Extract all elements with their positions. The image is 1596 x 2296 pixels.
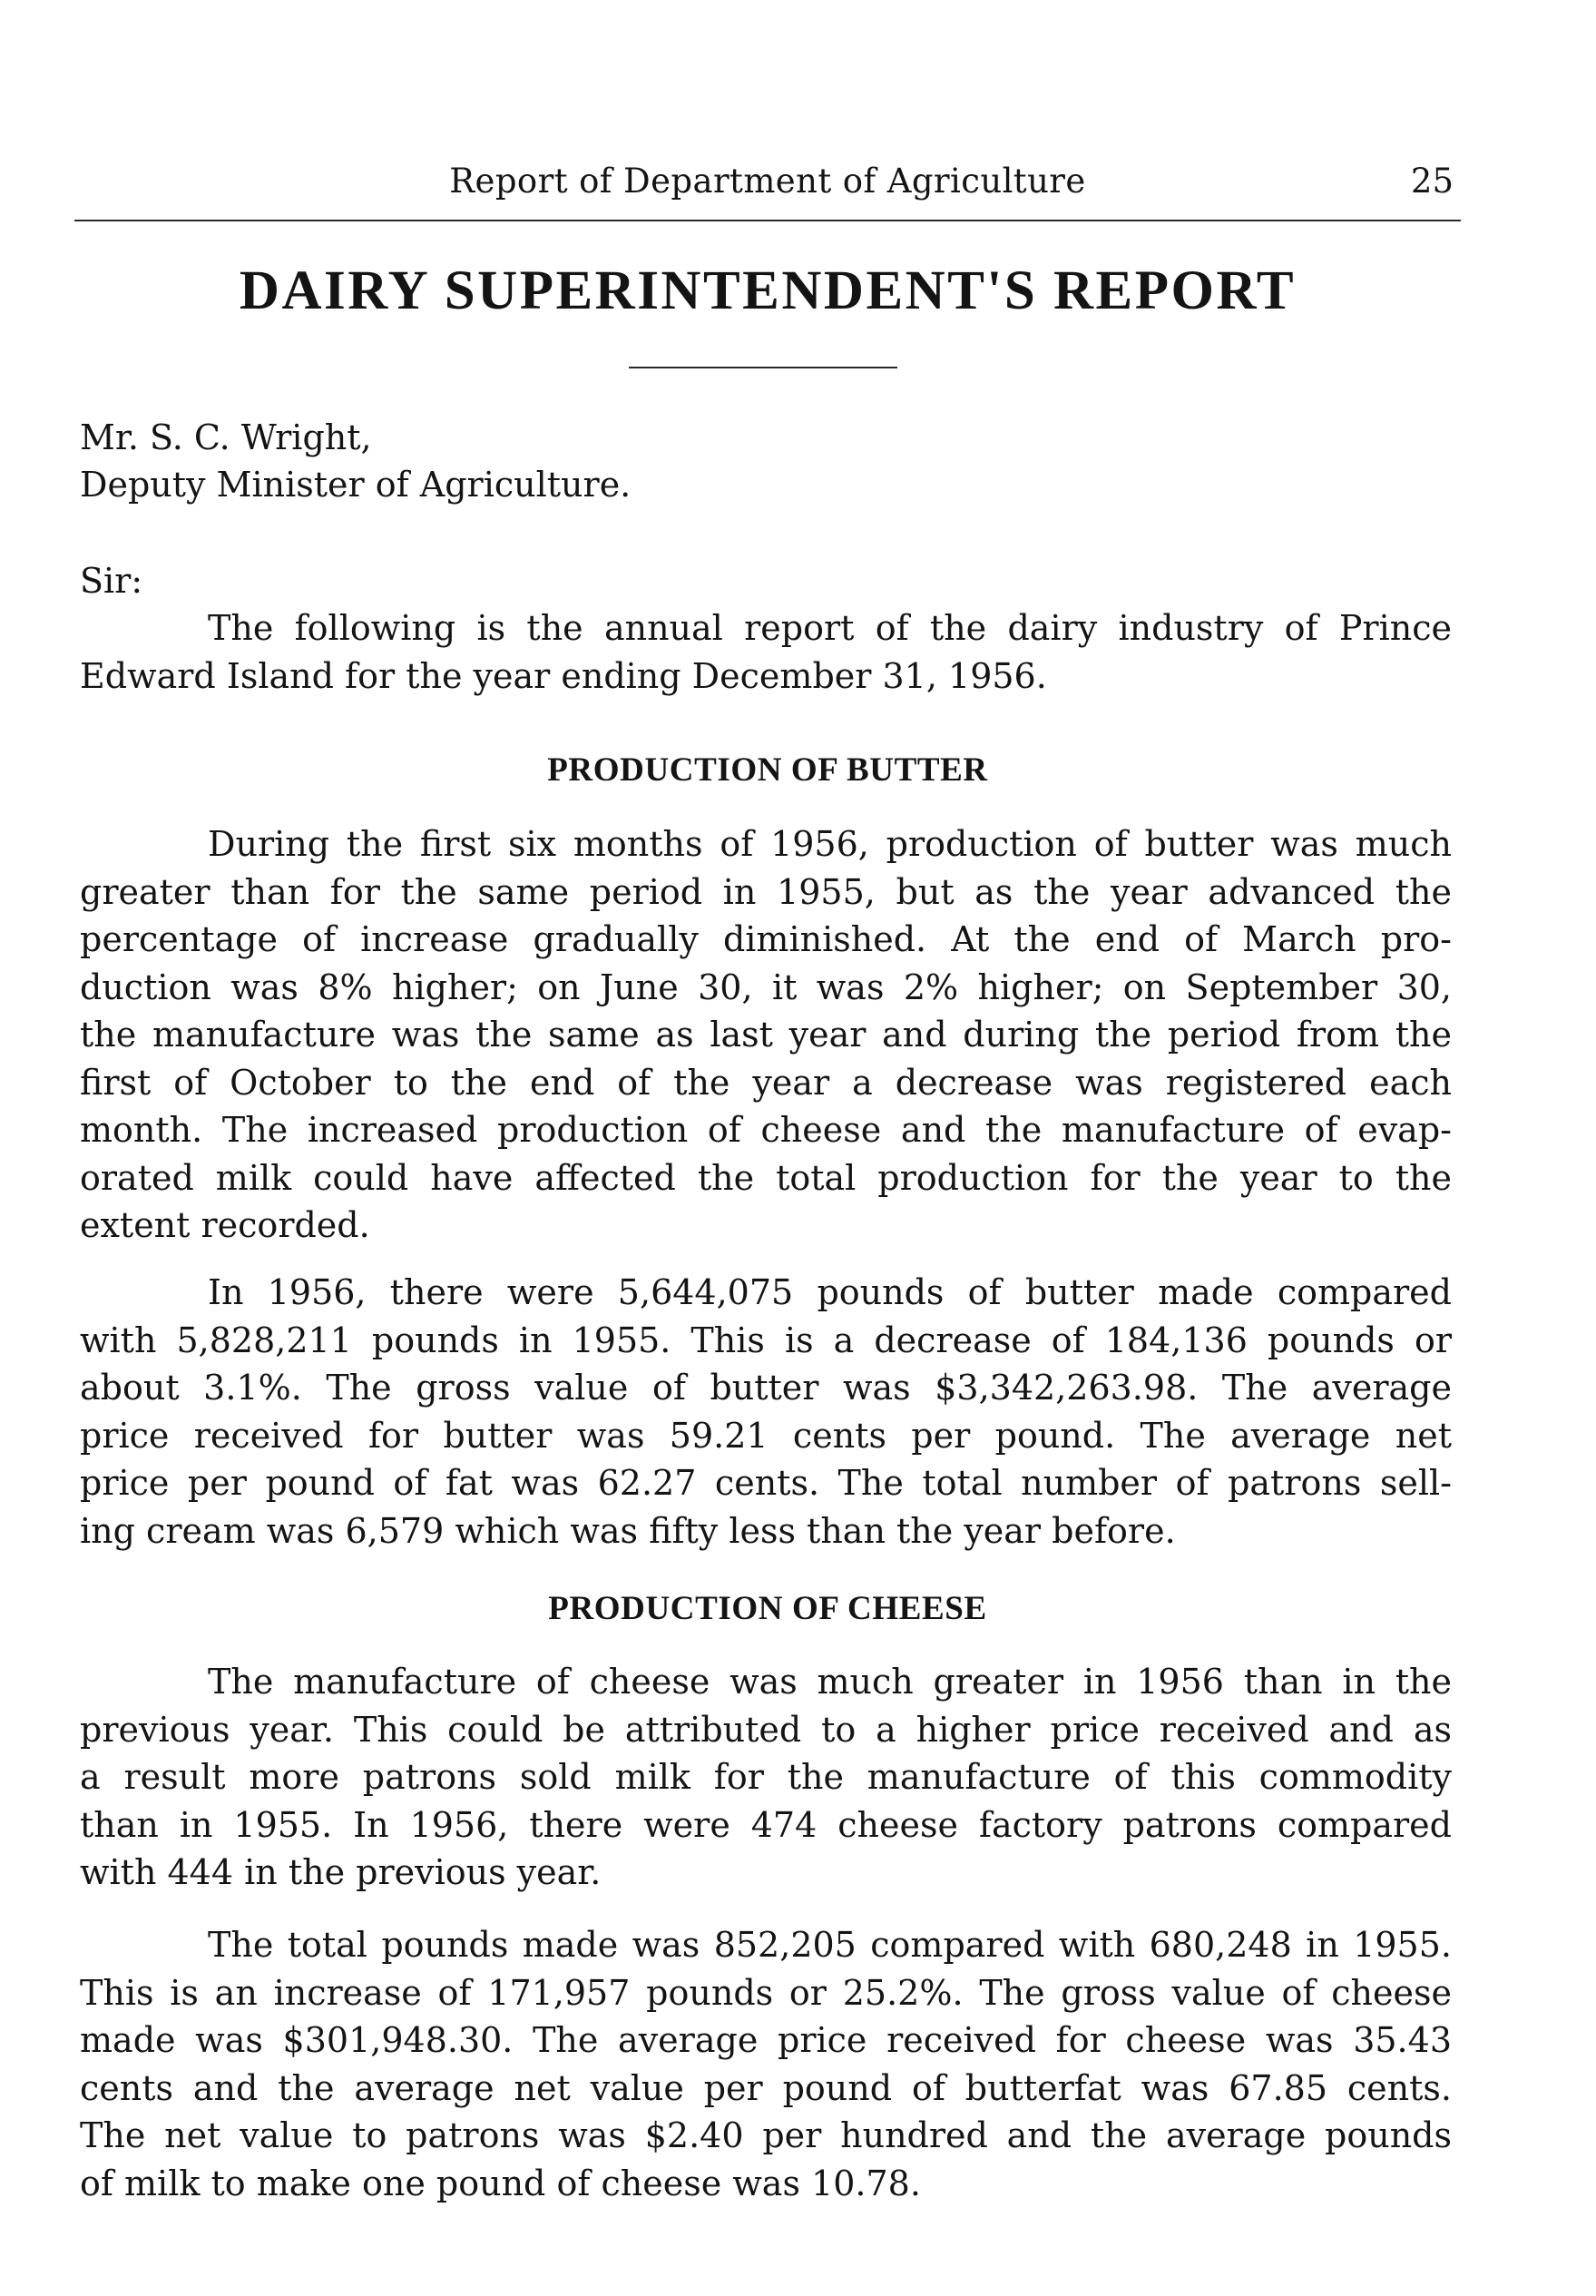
paragraph-line: During the first six months of 1956, production of butter was much — [208, 824, 1452, 864]
paragraph-line: the manufacture was the same as last year and during the period from the — [80, 1015, 1452, 1055]
paragraph-line: duction was 8% higher; on June 30, it was 2% higher; on September 30, — [80, 966, 1452, 1007]
cheese-paragraph-2 — [80, 1921, 1452, 2207]
paragraph-line: ing cream was 6,579 which was fifty less than the year before. — [80, 1510, 1176, 1551]
paragraph-line: a result more patrons sold milk for the manufacture of this commodity — [80, 1757, 1452, 1797]
paragraph-line: In 1956, there were 5,644,075 pounds of butter made compared — [208, 1272, 1452, 1312]
paragraph-line: The following is the annual report of the dairy industry of Prince — [208, 608, 1452, 648]
paragraph-line: with 444 in the previous year. — [80, 1852, 602, 1892]
paragraph-line: greater than for the same period in 1955, but as the year advanced the — [80, 871, 1452, 912]
paragraph-line: The net value to patrons was $2.40 per hundred and the average pounds — [80, 2115, 1452, 2155]
butter-paragraph-1 — [80, 820, 1452, 1250]
paragraph-line: month. The increased production of cheese and the manufacture of evap- — [80, 1110, 1452, 1150]
paragraph-line: with 5,828,211 pounds in 1955. This is a decrease of 184,136 pounds or — [80, 1320, 1452, 1360]
paragraph-line: made was $301,948.30. The average price received for cheese was 35.43 — [80, 2020, 1452, 2060]
addressee-name: Mr. S. C. Wright, — [80, 417, 372, 457]
paragraph-line: about 3.1%. The gross value of butter was $3,342,263.98. The average — [80, 1368, 1452, 1408]
title-rule — [629, 367, 897, 368]
paragraph-line: The manufacture of cheese was much greater in 1956 than in the — [208, 1662, 1452, 1702]
page-number: 25 — [1410, 162, 1454, 201]
paragraph-line: Edward Island for the year ending December 31, 1956. — [80, 655, 1047, 696]
running-head — [74, 160, 1461, 214]
report-title: DAIRY SUPERINTENDENT'S REPORT — [239, 260, 1297, 321]
paragraph-line: extent recorded. — [80, 1205, 370, 1245]
addressee-position: Deputy Minister of Agriculture. — [80, 465, 632, 505]
salutation: Sir: — [80, 561, 143, 601]
butter-section-heading: PRODUCTION OF BUTTER — [547, 751, 988, 789]
running-head-rule — [74, 220, 1461, 221]
cheese-section-heading: PRODUCTION OF CHEESE — [548, 1590, 987, 1627]
paragraph-line: than in 1955. In 1956, there were 474 cheese factory patrons compared — [80, 1804, 1452, 1845]
paragraph-line: previous year. This could be attributed to a higher price received and as — [80, 1709, 1452, 1750]
paragraph-line: This is an increase of 171,957 pounds or 25.2%. The gross value of cheese — [80, 1972, 1452, 2013]
intro-paragraph — [80, 604, 1452, 700]
running-head-title: Report of Department of Agriculture — [449, 162, 1086, 201]
paragraph-line: percentage of increase gradually diminished. At the end of March pro- — [80, 919, 1452, 959]
butter-paragraph-2 — [80, 1269, 1452, 1555]
paragraph-line: first of October to the end of the year a decrease was registered each — [80, 1062, 1452, 1103]
cheese-paragraph-1 — [80, 1658, 1452, 1897]
paragraph-line: orated milk could have affected the total production for the year to the — [80, 1157, 1452, 1198]
paragraph-line: price received for butter was 59.21 cents per pound. The average net — [80, 1415, 1452, 1456]
paragraph-line: The total pounds made was 852,205 compared with 680,248 in 1955. — [208, 1925, 1452, 1965]
paragraph-line: cents and the average net value per pound of butterfat was 67.85 cents. — [80, 2067, 1452, 2108]
paragraph-line: of milk to make one pound of cheese was 10.78. — [80, 2163, 921, 2203]
addressee-block — [80, 414, 631, 508]
paragraph-line: price per pound of fat was 62.27 cents. The total number of patrons sell- — [80, 1463, 1452, 1503]
